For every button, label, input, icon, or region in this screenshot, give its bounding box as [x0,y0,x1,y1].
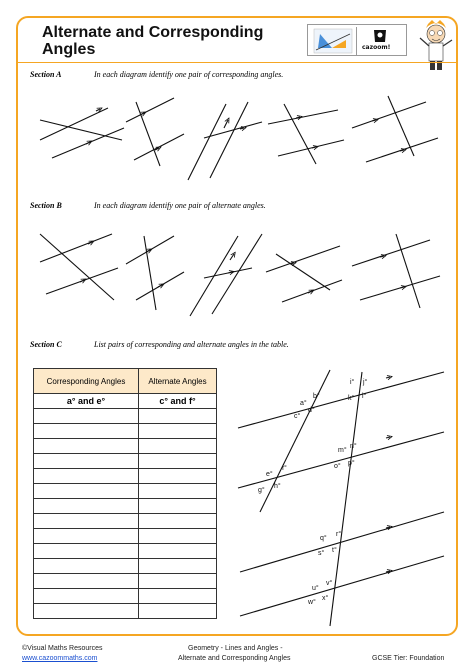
parallel-line-4 [240,556,444,616]
angle-label-u: u° [312,585,319,592]
section-b-label: Section B [30,201,62,210]
footer-copyright: ©Visual Maths Resources [22,645,103,652]
example-corresponding: a° and e° [34,394,139,409]
angle-label-o: o° [334,463,341,470]
parallel-line-3 [240,512,444,572]
angle-label-k: k° [348,395,355,402]
section-b-instruction: In each diagram identify one pair of alternate angles. [94,201,266,210]
parallel-line-1 [238,372,444,428]
angle-label-j: j° [363,379,368,386]
transversal-1 [260,370,330,512]
angle-label-b: b° [313,393,320,400]
angle-label-h: h° [274,483,281,490]
example-alternate: c° and f° [138,394,216,409]
angle-label-t: t° [332,547,337,554]
angle-label-e: e° [266,471,273,478]
transversal-2 [330,372,362,626]
angle-label-w: w° [308,599,316,606]
angle-label-p: p° [348,460,355,467]
angle-label-x: x° [322,595,329,602]
footer-tier: GCSE Tier: Foundation [372,655,445,662]
header-alternate: Alternate Angles [138,369,216,394]
angle-label-i: i° [350,379,355,386]
section-c-instruction: List pairs of corresponding and alternate angles in the table. [94,340,289,349]
angle-label-a: a° [300,400,307,407]
angle-label-c: c° [294,413,301,420]
angle-label-n: n° [350,443,357,450]
parallel-line-2 [238,432,444,488]
footer-website-link[interactable]: www.cazoommaths.com [22,655,98,662]
angle-label-g: g° [258,487,265,494]
footer-topic-line2: Alternate and Corresponding Angles [178,655,291,662]
angle-label-d: d° [308,407,315,414]
angle-label-m: m° [338,447,347,454]
cazoom-logo-text: cazoom! [362,44,391,51]
angle-label-q: q° [320,535,327,542]
section-a-instruction: In each diagram identify one pair of corresponding angles. [94,70,284,79]
angle-label-s: s° [318,550,325,557]
section-c-label: Section C [30,340,62,349]
header-corresponding: Corresponding Angles [34,369,139,394]
angle-label-v: v° [326,580,333,587]
page-title: Alternate and Corresponding Angles [42,24,264,58]
angle-label-f: f° [282,465,287,472]
angle-label-r: r° [336,531,342,538]
footer-topic-line1: Geometry - Lines and Angles - [188,645,283,652]
angle-label-l: l° [362,393,367,400]
section-a-label: Section A [30,70,62,79]
